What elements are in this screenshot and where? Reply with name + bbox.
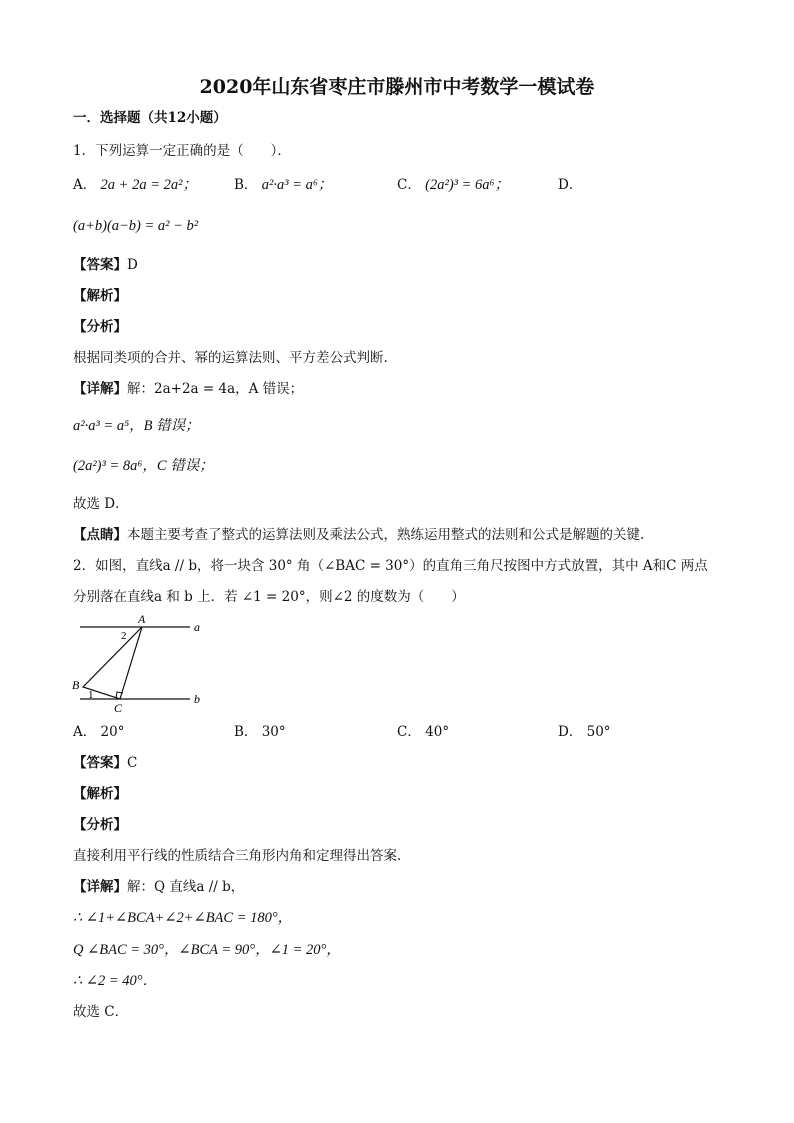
section-heading: 一．选择题（共12小题） — [73, 110, 227, 126]
q2-stem-line-2: 分别落在直线a 和 b 上．若 ∠1 = 20°，则∠2 的度数为（ ） — [73, 589, 465, 605]
q1-answer-label: 【答案】 — [73, 257, 127, 273]
q2-option-a-letter: A． — [73, 724, 97, 740]
q2-jiexi-label: 【解析】 — [73, 786, 127, 802]
q2-option-d-letter: D． — [558, 724, 583, 740]
label-line-a: a — [194, 620, 200, 634]
q2-option-b — [234, 723, 286, 741]
q1-option-b-letter: B． — [234, 177, 258, 193]
q1-conclusion: 故选 D． — [73, 496, 129, 512]
q2-detail-4: ∴ ∠2 = 40°． — [73, 973, 158, 989]
q2-option-b-value: 30° — [261, 724, 286, 740]
q1-option-a-letter: A． — [73, 177, 97, 193]
q1-detail-1: 解：2a+2a = 4a，A 错误； — [127, 381, 304, 397]
right-angle-mark — [116, 692, 123, 698]
q2-detail-3: Q ∠BAC = 30°，∠BCA = 90°，∠1 = 20°， — [73, 942, 341, 958]
label-point-c: C — [114, 701, 123, 715]
q1-option-b-expr: a²·a³ = a⁶； — [261, 177, 333, 193]
q1-dianjing-text: 本题主要考查了整式的运算法则及乘法公式，熟练运用整式的法则和公式是解题的关键. — [127, 527, 645, 543]
q2-detail-1: 解：Q 直线a // b， — [127, 879, 245, 895]
q2-option-b-letter: B． — [234, 724, 258, 740]
q2-fenxi-label: 【分析】 — [73, 817, 127, 833]
q2-option-c — [397, 723, 449, 741]
q2-option-a — [73, 723, 124, 741]
q1-detail-3: (2a²)³ = 8a⁶，C 错误； — [73, 458, 214, 474]
q1-option-a-expr: 2a + 2a = 2a²； — [100, 177, 197, 193]
q1-option-d-letter: D． — [558, 177, 583, 193]
q2-option-d — [558, 723, 611, 741]
q2-answer-value: C — [127, 755, 138, 771]
q2-fenxi-text: 直接利用平行线的性质结合三角形内角和定理得出答案． — [73, 848, 411, 864]
q1-option-c — [397, 176, 509, 194]
q1-jiexi-label: 【解析】 — [73, 288, 127, 304]
q1-fenxi-text: 根据同类项的合并、幂的运算法则、平方差公式判断. — [73, 350, 388, 366]
label-point-a: A — [138, 612, 146, 626]
q1-fenxi-label: 【分析】 — [73, 319, 127, 335]
q1-detail-2: a²·a³ = a⁵，B 错误； — [73, 418, 200, 434]
label-point-b: B — [72, 678, 80, 692]
q1-dianjing-line — [73, 526, 644, 544]
q2-answer-label: 【答案】 — [73, 755, 127, 771]
q2-detail-line-1 — [73, 878, 244, 896]
q1-option-d-expr: (a+b)(a−b) = a² − b² — [73, 218, 199, 234]
q1-option-c-expr: (2a²)³ = 6a⁶； — [425, 177, 510, 193]
q2-answer-line — [73, 754, 137, 772]
q1-option-d — [558, 176, 582, 194]
document-title: 2020年山东省枣庄市滕州市中考数学一模试卷 — [199, 76, 595, 98]
label-angle-1: 1 — [88, 689, 94, 701]
q2-option-d-value: 50° — [586, 724, 611, 740]
q1-answer-value: D — [127, 257, 138, 273]
q1-option-b — [234, 176, 332, 194]
q1-detail-label: 【详解】 — [73, 381, 127, 397]
label-angle-2: 2 — [121, 630, 127, 642]
q1-dianjing-label: 【点睛】 — [73, 527, 127, 543]
q2-conclusion: 故选 C． — [73, 1004, 129, 1020]
q1-detail-line-1 — [73, 380, 303, 398]
parallel-lines-triangle-figure — [70, 610, 220, 715]
q2-option-a-value: 20° — [100, 724, 125, 740]
q1-answer-line — [73, 256, 138, 274]
q2-option-c-value: 40° — [425, 724, 450, 740]
q2-stem-line-1: 2．如图，直线a // b，将一块含 30° 角（∠BAC = 30°）的直角三角尺按图中方式放置，其中 A和C 两点 — [73, 558, 708, 574]
label-line-b: b — [194, 692, 200, 706]
q2-detail-label: 【详解】 — [73, 879, 127, 895]
q2-option-c-letter: C． — [397, 724, 421, 740]
q1-option-a — [73, 176, 197, 194]
q2-detail-2: ∴ ∠1+∠BCA+∠2+∠BAC = 180°， — [73, 910, 293, 926]
q1-option-c-letter: C． — [397, 177, 421, 193]
q1-stem: 1．下列运算一定正确的是（ ）． — [73, 143, 291, 159]
